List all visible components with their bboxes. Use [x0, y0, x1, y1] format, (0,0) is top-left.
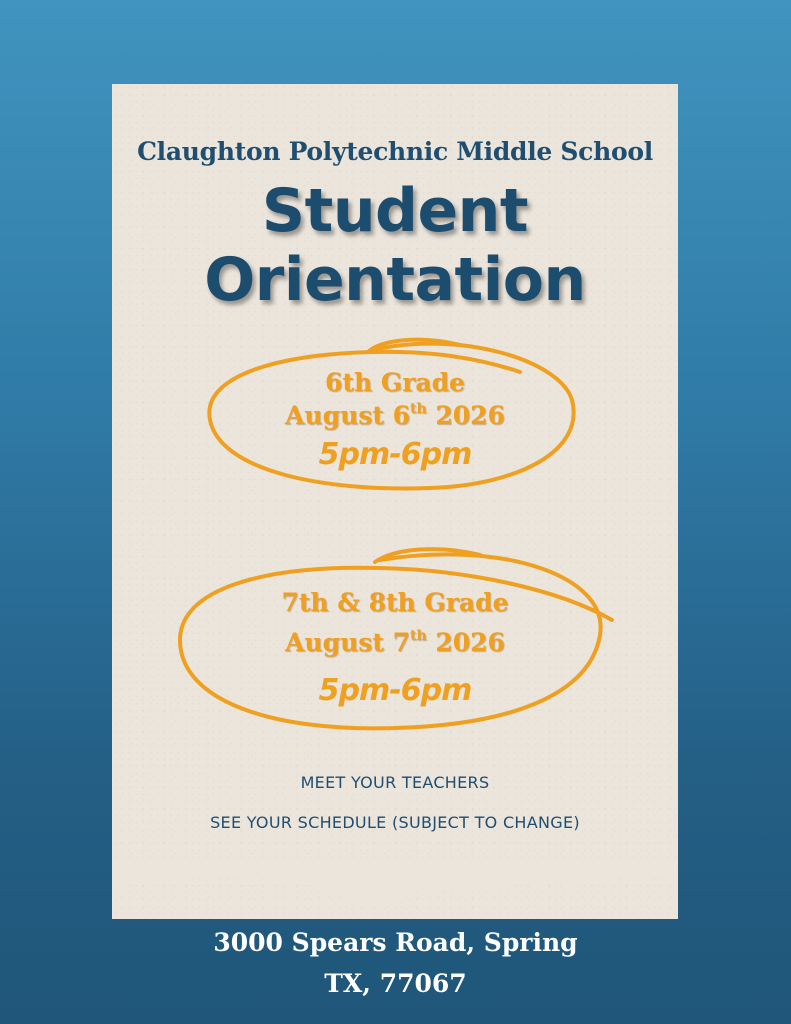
session-2-date [112, 623, 678, 656]
title-line-2: Orientation [204, 245, 586, 315]
session-2-date-suffix: th [409, 628, 427, 644]
session-1-date [112, 396, 678, 429]
session-2-date-text: August 7 [285, 628, 410, 657]
school-name: Claughton Polytechnic Middle School [137, 137, 653, 166]
detail-see-schedule: SEE YOUR SCHEDULE (SUBJECT TO CHANGE) [210, 813, 580, 832]
session-1-date-suffix: th [409, 401, 427, 417]
session-1-date-year: 2026 [435, 401, 505, 430]
session-1-time: 5pm-6pm [318, 437, 472, 472]
session-1-date-text: August 6 [285, 401, 410, 430]
session-2-date-year: 2026 [435, 628, 505, 657]
address-line-1: 3000 Spears Road, Spring [213, 928, 578, 957]
title-line-1: Student [261, 176, 529, 246]
session-2-time: 5pm-6pm [318, 673, 472, 708]
session-2-grade: 7th & 8th Grade [281, 588, 509, 617]
detail-meet-teachers: MEET YOUR TEACHERS [300, 773, 490, 792]
session-1-grade: 6th Grade [325, 368, 465, 397]
address-line-2: TX, 77067 [324, 969, 467, 998]
